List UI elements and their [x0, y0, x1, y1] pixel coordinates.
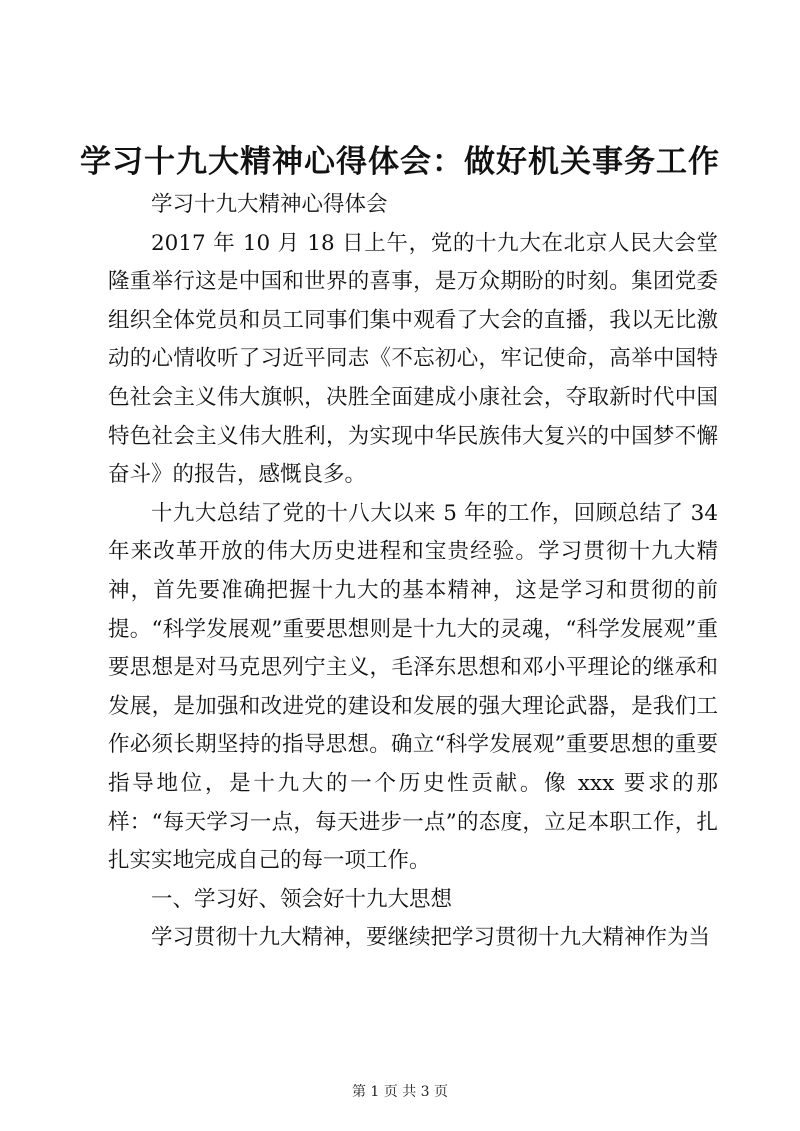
paragraph-subtitle: 学习十九大精神心得体会: [151, 192, 388, 217]
paragraph-intro: 2017 年 10 月 18 日上午，党的十九大在北京人民大会堂隆重举行这是中国和世界的喜事，是万众期盼的时刻。集团党委组织全体党员和员工同事们集中观看了大会的直播，我以无比激动的心情收听了习近平同志《不忘初心，牢记使命，高举中国特色社会主义伟大旗帜，决胜全面建成小康社会，夺取新时代中国特色社会主义伟大胜利，为实现中华民族伟大复兴的中国梦不懈奋斗》的报告，感慨良多。: [108, 230, 718, 488]
document-title: 学习十九大精神心得体会：做好机关事务工作: [80, 144, 720, 180]
paragraph-section-1: 学习贯彻十九大精神，要继续把学习贯彻十九大精神作为当: [151, 925, 711, 951]
document-body: [108, 186, 718, 958]
section-heading-1: 一、学习好、领会好十九大思想: [151, 886, 453, 912]
page-number-footer: 第 1 页 共 3 页: [351, 1084, 449, 1100]
paragraph-summary: 十九大总结了党的十八大以来 5 年的工作，回顾总结了 34 年来改革开放的伟大历史进程和宝贵经验。学习贯彻十九大精神，首先要准确把握十九大的基本精神，这是学习和贯彻的前提。“科学发展观”重要思想则是十九大的灵魂，“科学发展观”重要思想是对马克思列宁主义，毛泽东思想和邓小平理论的继承和发展，是加强和改进党的建设和发展的强大理论武器，是我们工作必须长期坚持的指导思想。确立“科学发展观”重要思想的重要指导地位，是十九大的一个历史性贡献。像 xxx 要求的那样：“每天学习一点，每天进步一点”的态度，立足本职工作，扎扎实实地完成自己的每一项工作。: [108, 500, 718, 874]
